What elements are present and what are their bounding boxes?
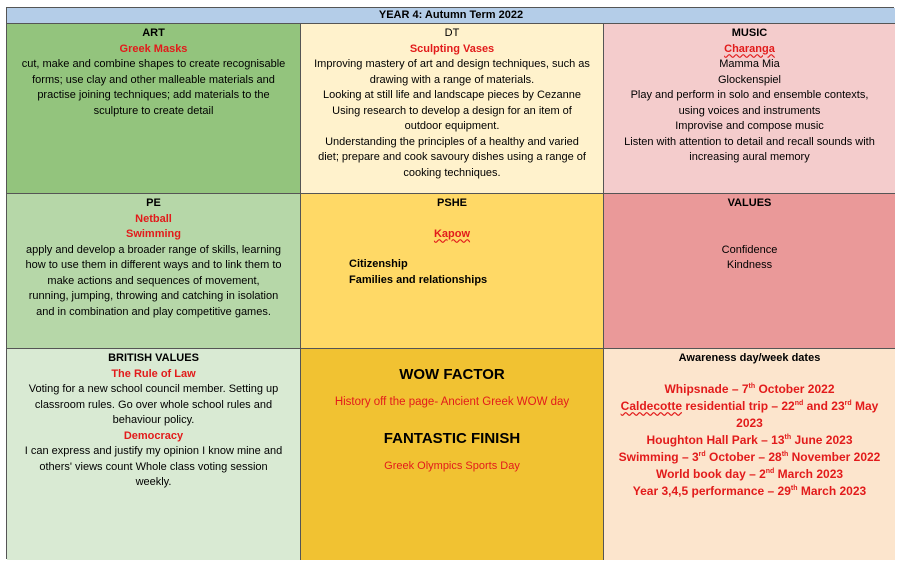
music-line: Mamma Mia	[719, 58, 780, 70]
music-line: using voices and instruments	[678, 104, 821, 117]
pshe-topic-text: Kapow	[433, 227, 471, 240]
dt-line: diet; prepare and cook savoury dishes using a range of	[318, 151, 586, 163]
table-title: YEAR 4: Autumn Term 2022	[7, 8, 895, 24]
pe-cell	[7, 194, 301, 349]
british-values-line: behaviour policy.	[112, 414, 195, 426]
dt-line: Improving mastery of art and design techniques, such as	[314, 58, 590, 70]
music-line: Improvise and compose music	[675, 120, 824, 132]
date-item: World book day – 2nd March 2023	[655, 466, 844, 481]
british-values-subheading: The Rule of Law	[111, 367, 196, 380]
pshe-cell	[301, 194, 604, 349]
british-values-line: classroom rules. Go over whole school rules and	[34, 398, 273, 411]
music-line: Listen with attention to detail and recall sounds with	[624, 135, 875, 148]
dt-cell	[301, 24, 604, 194]
pshe-item: Citizenship	[349, 258, 408, 270]
music-line: Play and perform in solo and ensemble contexts,	[630, 89, 869, 101]
british-values-line: Voting for a new school council member. Setting up	[28, 383, 279, 395]
british-values-subheading: Democracy	[123, 429, 184, 442]
music-topic	[608, 42, 891, 58]
values-heading: VALUES	[727, 197, 772, 209]
fantastic-finish-text: Greek Olympics Sports Day	[384, 459, 520, 472]
music-heading: MUSIC	[731, 27, 768, 39]
dt-line: Understanding the principles of a healthy and varied	[325, 135, 579, 148]
date-item: Year 3,4,5 performance – 29th March 2023	[632, 483, 867, 498]
dt-line: cooking techniques.	[403, 166, 501, 179]
date-item: Caldecotte residential trip – 22nd and 23rd May	[620, 398, 879, 413]
pe-line: and in combination and play competitive games.	[36, 305, 271, 318]
pe-topic: Netball	[135, 212, 172, 225]
awareness-heading: Awareness day/week dates	[678, 352, 821, 364]
dt-topic: Sculpting Vases	[409, 42, 495, 55]
date-item: Whipsnade – 7th October 2022	[664, 381, 835, 396]
music-cell	[604, 24, 895, 194]
dt-line: Using research to develop a design for an item of	[332, 104, 572, 117]
term-overview-table	[6, 7, 894, 559]
dt-line: drawing with a range of materials.	[369, 73, 535, 86]
pe-line: running, jumping, throwing and catching in isolation	[28, 290, 279, 302]
art-cell	[7, 24, 301, 194]
british-values-cell	[7, 349, 301, 560]
date-item: Houghton Hall Park – 13th June 2023	[646, 432, 853, 447]
date-item: 2023	[736, 415, 763, 430]
date-item: Swimming – 3rd October – 28th November 2022	[618, 449, 881, 464]
art-line: forms; use clay and other malleable materials and	[32, 73, 275, 86]
values-cell	[604, 194, 895, 349]
pe-heading: PE	[146, 197, 161, 209]
british-values-heading: BRITISH VALUES	[108, 352, 199, 364]
art-topic: Greek Masks	[119, 42, 188, 55]
music-topic-text: Charanga	[724, 42, 775, 55]
art-line: sculpture to create detail	[93, 104, 214, 117]
pe-line: apply and develop a broader range of skills, learning	[26, 243, 281, 256]
dt-line: Looking at still life and landscape pieces by Cezanne	[322, 89, 582, 101]
pe-topic: Swimming	[125, 228, 181, 240]
wow-factor-title: WOW FACTOR	[399, 366, 505, 383]
wow-cell	[301, 349, 604, 560]
pshe-heading: PSHE	[437, 197, 467, 209]
art-line: cut, make and combine shapes to create recognisable	[21, 58, 286, 70]
music-line: increasing aural memory	[689, 151, 810, 163]
pshe-topic	[305, 227, 599, 243]
art-heading: ART	[142, 27, 165, 39]
values-item: Confidence	[721, 243, 778, 256]
dt-heading: DT	[444, 27, 460, 39]
british-values-line: others' views count Whole class voting session	[39, 460, 268, 473]
wow-factor-text: History off the page- Ancient Greek WOW day	[334, 396, 570, 408]
dt-line: outdoor equipment.	[404, 120, 500, 132]
values-item: Kindness	[726, 259, 773, 271]
pe-line: make actions and sequences of movement,	[47, 274, 260, 287]
art-line: practise joining techniques; add materials to the	[37, 89, 270, 101]
awareness-dates-cell	[604, 349, 895, 560]
british-values-line: weekly.	[135, 476, 172, 488]
british-values-line: I can express and justify my opinion I know mine and	[24, 445, 283, 457]
music-line: Glockenspiel	[718, 73, 781, 86]
pshe-item: Families and relationships	[349, 273, 488, 286]
fantastic-finish-title: FANTASTIC FINISH	[383, 429, 521, 447]
pe-line: how to use them in different ways and to link them to	[25, 259, 282, 271]
